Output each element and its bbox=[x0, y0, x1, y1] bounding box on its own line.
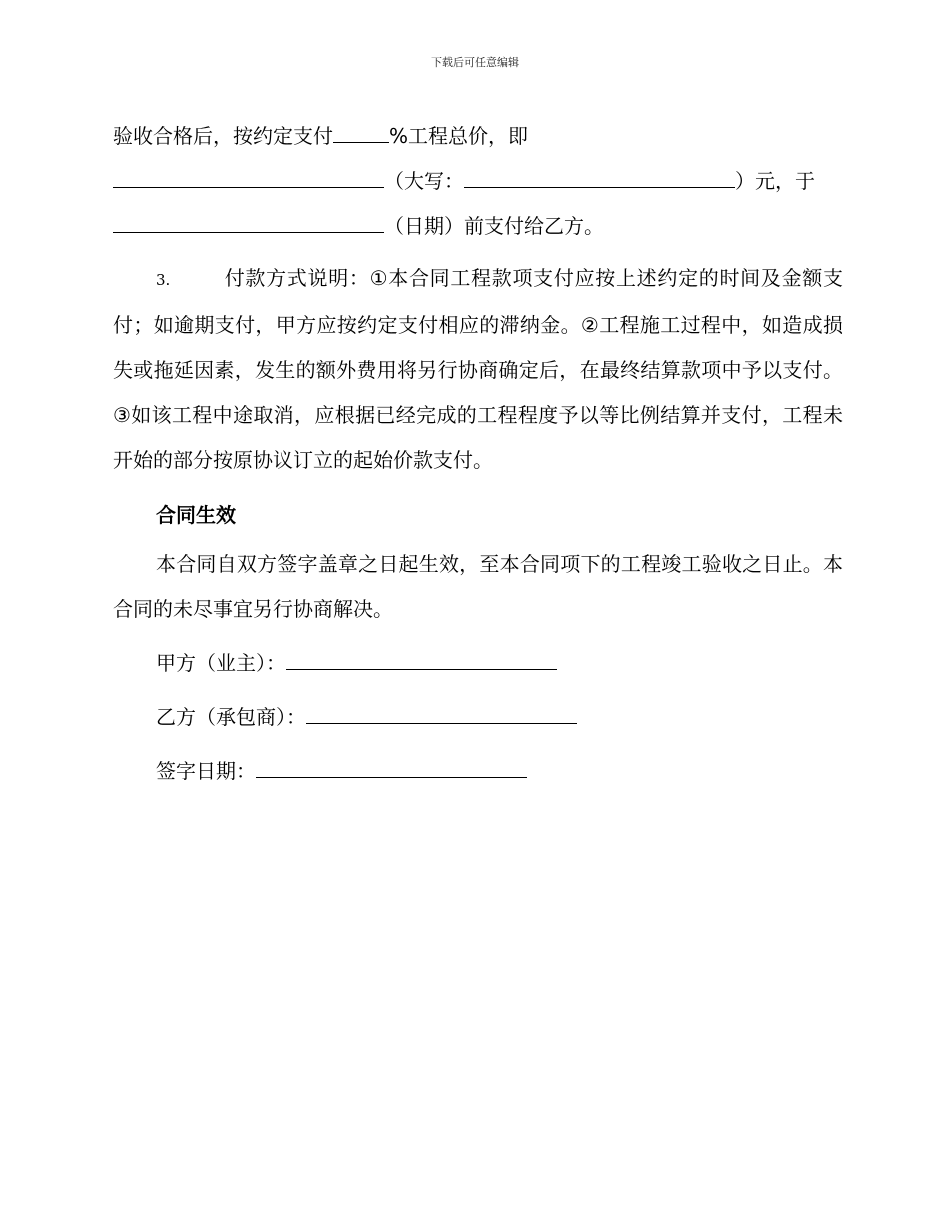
payment-line-3 bbox=[113, 204, 843, 249]
payment-line-2-mid: （大写： bbox=[384, 169, 464, 193]
party-a-label: 甲方（业主）： bbox=[156, 651, 286, 675]
section-heading-effect: 合同生效 bbox=[156, 503, 236, 527]
item-3-paragraph bbox=[113, 256, 843, 483]
payment-line-1 bbox=[113, 114, 843, 159]
party-b-label: 乙方（承包商）： bbox=[156, 705, 306, 729]
sign-date-line bbox=[113, 744, 843, 798]
item-3-text: 付款方式说明：①本合同工程款项支付应按上述约定的时间及金额支付；如逾期支付，甲方应按约定支付相应的滞纳金。②工程施工过程中，如造成损失或拖延因素，发生的额外费用将另行协商确定后，在最终结算款项中予以支付。③如该工程中途取消，应根据已经完成的工程程度予以等比例结算并支付，工程未开始的部分按原协议订立的起始价款支付。 bbox=[113, 266, 843, 472]
party-b-signature-line bbox=[113, 690, 843, 744]
party-a-blank bbox=[286, 643, 557, 670]
payment-line-2-suffix: ）元，于 bbox=[735, 169, 815, 193]
party-b-blank bbox=[306, 697, 577, 724]
sign-date-label: 签字日期： bbox=[156, 759, 256, 783]
payment-line-1-prefix: 验收合格后，按约定支付 bbox=[113, 124, 333, 148]
sign-date-blank bbox=[256, 751, 527, 778]
document-body bbox=[113, 114, 843, 798]
payment-line-1-suffix: %工程总价，即 bbox=[389, 124, 529, 148]
party-a-signature-line bbox=[113, 636, 843, 690]
amount-blank bbox=[113, 161, 384, 188]
effect-paragraph: 本合同自双方签字盖章之日起生效，至本合同项下的工程竣工验收之日止。本合同的未尽事宜另行协商解决。 bbox=[113, 552, 843, 621]
payment-line-2 bbox=[113, 159, 843, 204]
percent-blank bbox=[333, 116, 389, 143]
date-blank bbox=[113, 206, 384, 233]
amount-in-words-blank bbox=[464, 161, 735, 188]
item-3-number: 3. bbox=[156, 271, 171, 289]
payment-line-3-suffix: （日期）前支付给乙方。 bbox=[384, 214, 604, 238]
page-header: 下载后可任意编辑 bbox=[431, 56, 519, 69]
